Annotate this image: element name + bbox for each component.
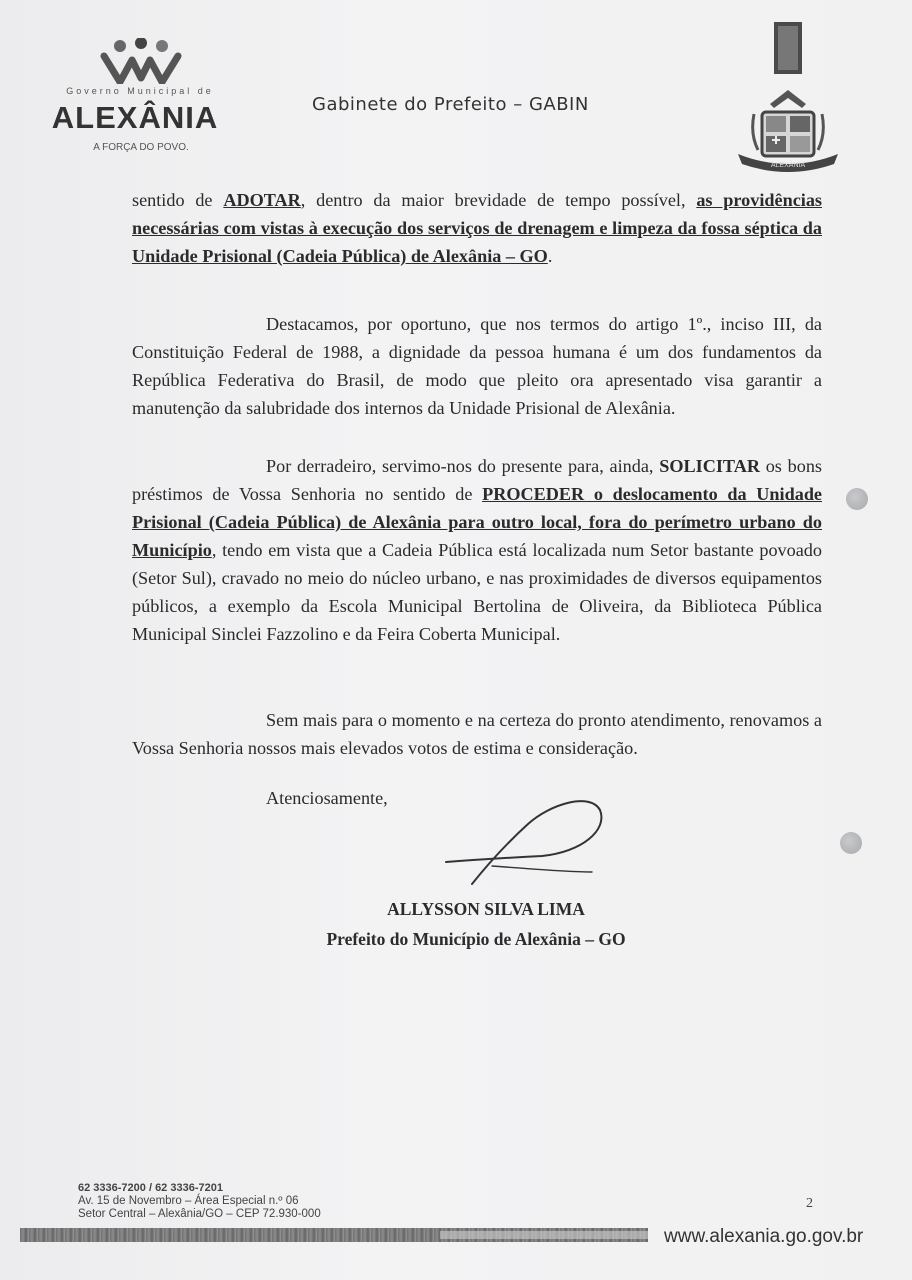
crest-banner-text: ALEXÂNIA <box>770 162 806 169</box>
logo-government-label: Governo Municipal de <box>66 86 214 96</box>
p1-text-a: sentido de <box>132 190 224 210</box>
punch-hole <box>846 488 868 510</box>
p1-text-c: , dentro da maior brevidade de tempo possível, <box>300 190 697 210</box>
logo-slogan: A FORÇA DO POVO. <box>93 142 189 153</box>
p3-text-e: , tendo em vista que a Cadeia Pública está localizada num Setor bastante povoado (Setor Sul), cravado no meio do núcleo urbano, e nas proximidades de diversos equipamentos públicos, a exemplo da Escola Municipal Bertolina de Oliveira, da Biblioteca Pública Municipal Sinclei Fazzolino e da Feira Coberta Municipal. <box>132 540 822 644</box>
p1-emphasis-adotar: ADOTAR <box>223 190 301 210</box>
p2-text: Destacamos, por oportuno, que nos termos do artigo 1º., inciso III, da Constituição Federal de 1988, a dignidade da pessoa humana é um dos fundamentos da República Federativa do Brasil, de modo que pleito ora apresentado visa garantir a manutenção da salubridade dos internos da Unidade Prisional de Alexânia. <box>132 314 822 418</box>
paragraph-1 <box>132 186 822 270</box>
paragraph-2 <box>132 310 822 422</box>
flag-stripe <box>774 22 802 74</box>
p3-text-a: Por derradeiro, servimo-nos do presente para, ainda, <box>266 456 660 476</box>
p3-emphasis-proceder: PROCEDER o deslocamento da Unidade Prisional (Cadeia Pública) de Alexânia para outro local, fora do perímetro urbano do Município <box>132 484 823 560</box>
footer-address-line-1: Av. 15 de Novembro – Área Especial n.º 06 <box>78 1195 299 1207</box>
p3-emphasis-solicitar: SOLICITAR <box>659 456 760 476</box>
logo-city-name: ALEXÂNIA <box>51 100 219 135</box>
p1-emphasis-providencias: as providências necessárias com vistas à execução dos serviços de drenagem e limpeza da fossa séptica da Unidade Prisional (Cadeia Pública) de Alexânia – GO <box>132 190 822 266</box>
footer-contact <box>78 1182 321 1221</box>
closing-salutation: Atenciosamente, <box>266 788 388 808</box>
footer-decorative-bar <box>20 1228 648 1242</box>
footer-address-line-2: Setor Central – Alexânia/GO – CEP 72.930-000 <box>78 1208 321 1220</box>
p1-text-e: . <box>547 246 553 266</box>
municipality-logo <box>36 34 226 164</box>
signer-name: ALLYSSON SILVA LIMA <box>387 899 585 919</box>
signer-role: Prefeito do Município de Alexânia – GO <box>326 929 626 949</box>
punch-hole <box>840 832 862 854</box>
page-number: 2 <box>806 1196 813 1211</box>
paragraph-4 <box>132 706 822 762</box>
header-title: Gabinete do Prefeito – GABIN <box>312 94 589 115</box>
p3-text-c: os bons préstimos de Vossa Senhoria no sentido de <box>132 456 822 504</box>
footer-phones: 62 3336-7200 / 62 3336-7201 <box>78 1182 223 1194</box>
footer-website: www.alexania.go.gov.br <box>664 1226 864 1247</box>
paragraph-3 <box>132 452 822 648</box>
handwritten-signature <box>432 796 614 892</box>
p4-text: Sem mais para o momento e na certeza do pronto atendimento, renovamos a Vossa Senhoria nossos mais elevados votos de estima e consideração. <box>132 710 822 758</box>
people-logo-icon <box>98 38 184 84</box>
coat-of-arms-icon <box>732 84 844 174</box>
